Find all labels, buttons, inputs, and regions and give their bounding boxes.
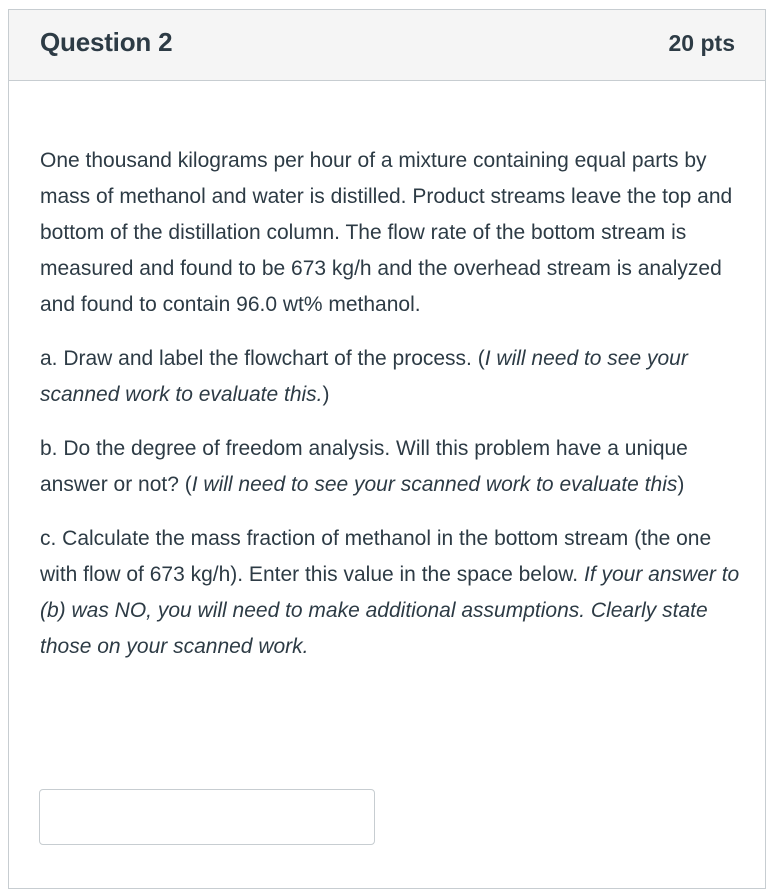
part-c: [40, 521, 740, 665]
question-card: [8, 9, 766, 889]
part-a: [40, 341, 740, 413]
part-c-text: c. Calculate the mass fraction of methanol in the bottom stream (the one with flow of 673 kg/h). Enter this value in the space below.: [40, 527, 712, 586]
part-a-note: I will need to see your scanned work to evaluate this.: [40, 347, 688, 406]
question-points: 20 pts: [668, 30, 735, 56]
answer-input[interactable]: [39, 789, 375, 845]
part-b: [40, 431, 740, 503]
part-b-text: b. Do the degree of freedom analysis. Will this problem have a unique answer or not? (: [40, 437, 688, 496]
part-a-close: ): [322, 383, 330, 406]
question-text: [40, 143, 740, 683]
question-intro: One thousand kilograms per hour of a mixture containing equal parts by mass of methanol and water is distilled. Product streams leave the top and bottom of the distillation column. The flow rate of the bottom stream is measured and found to be 673 kg/h and the overhead stream is analyzed and found to contain 96.0 wt% methanol.: [40, 149, 733, 316]
part-b-note: I will need to see your scanned work to evaluate this: [191, 473, 678, 496]
part-a-text: a. Draw and label the flowchart of the process. (: [40, 347, 485, 370]
question-header: [9, 10, 765, 81]
part-c-note: If your answer to (b) was NO, you will need to make additional assumptions. Clearly state those on your scanned work.: [40, 563, 740, 658]
question-title: Question 2: [40, 27, 173, 57]
part-b-close: ): [677, 473, 685, 496]
